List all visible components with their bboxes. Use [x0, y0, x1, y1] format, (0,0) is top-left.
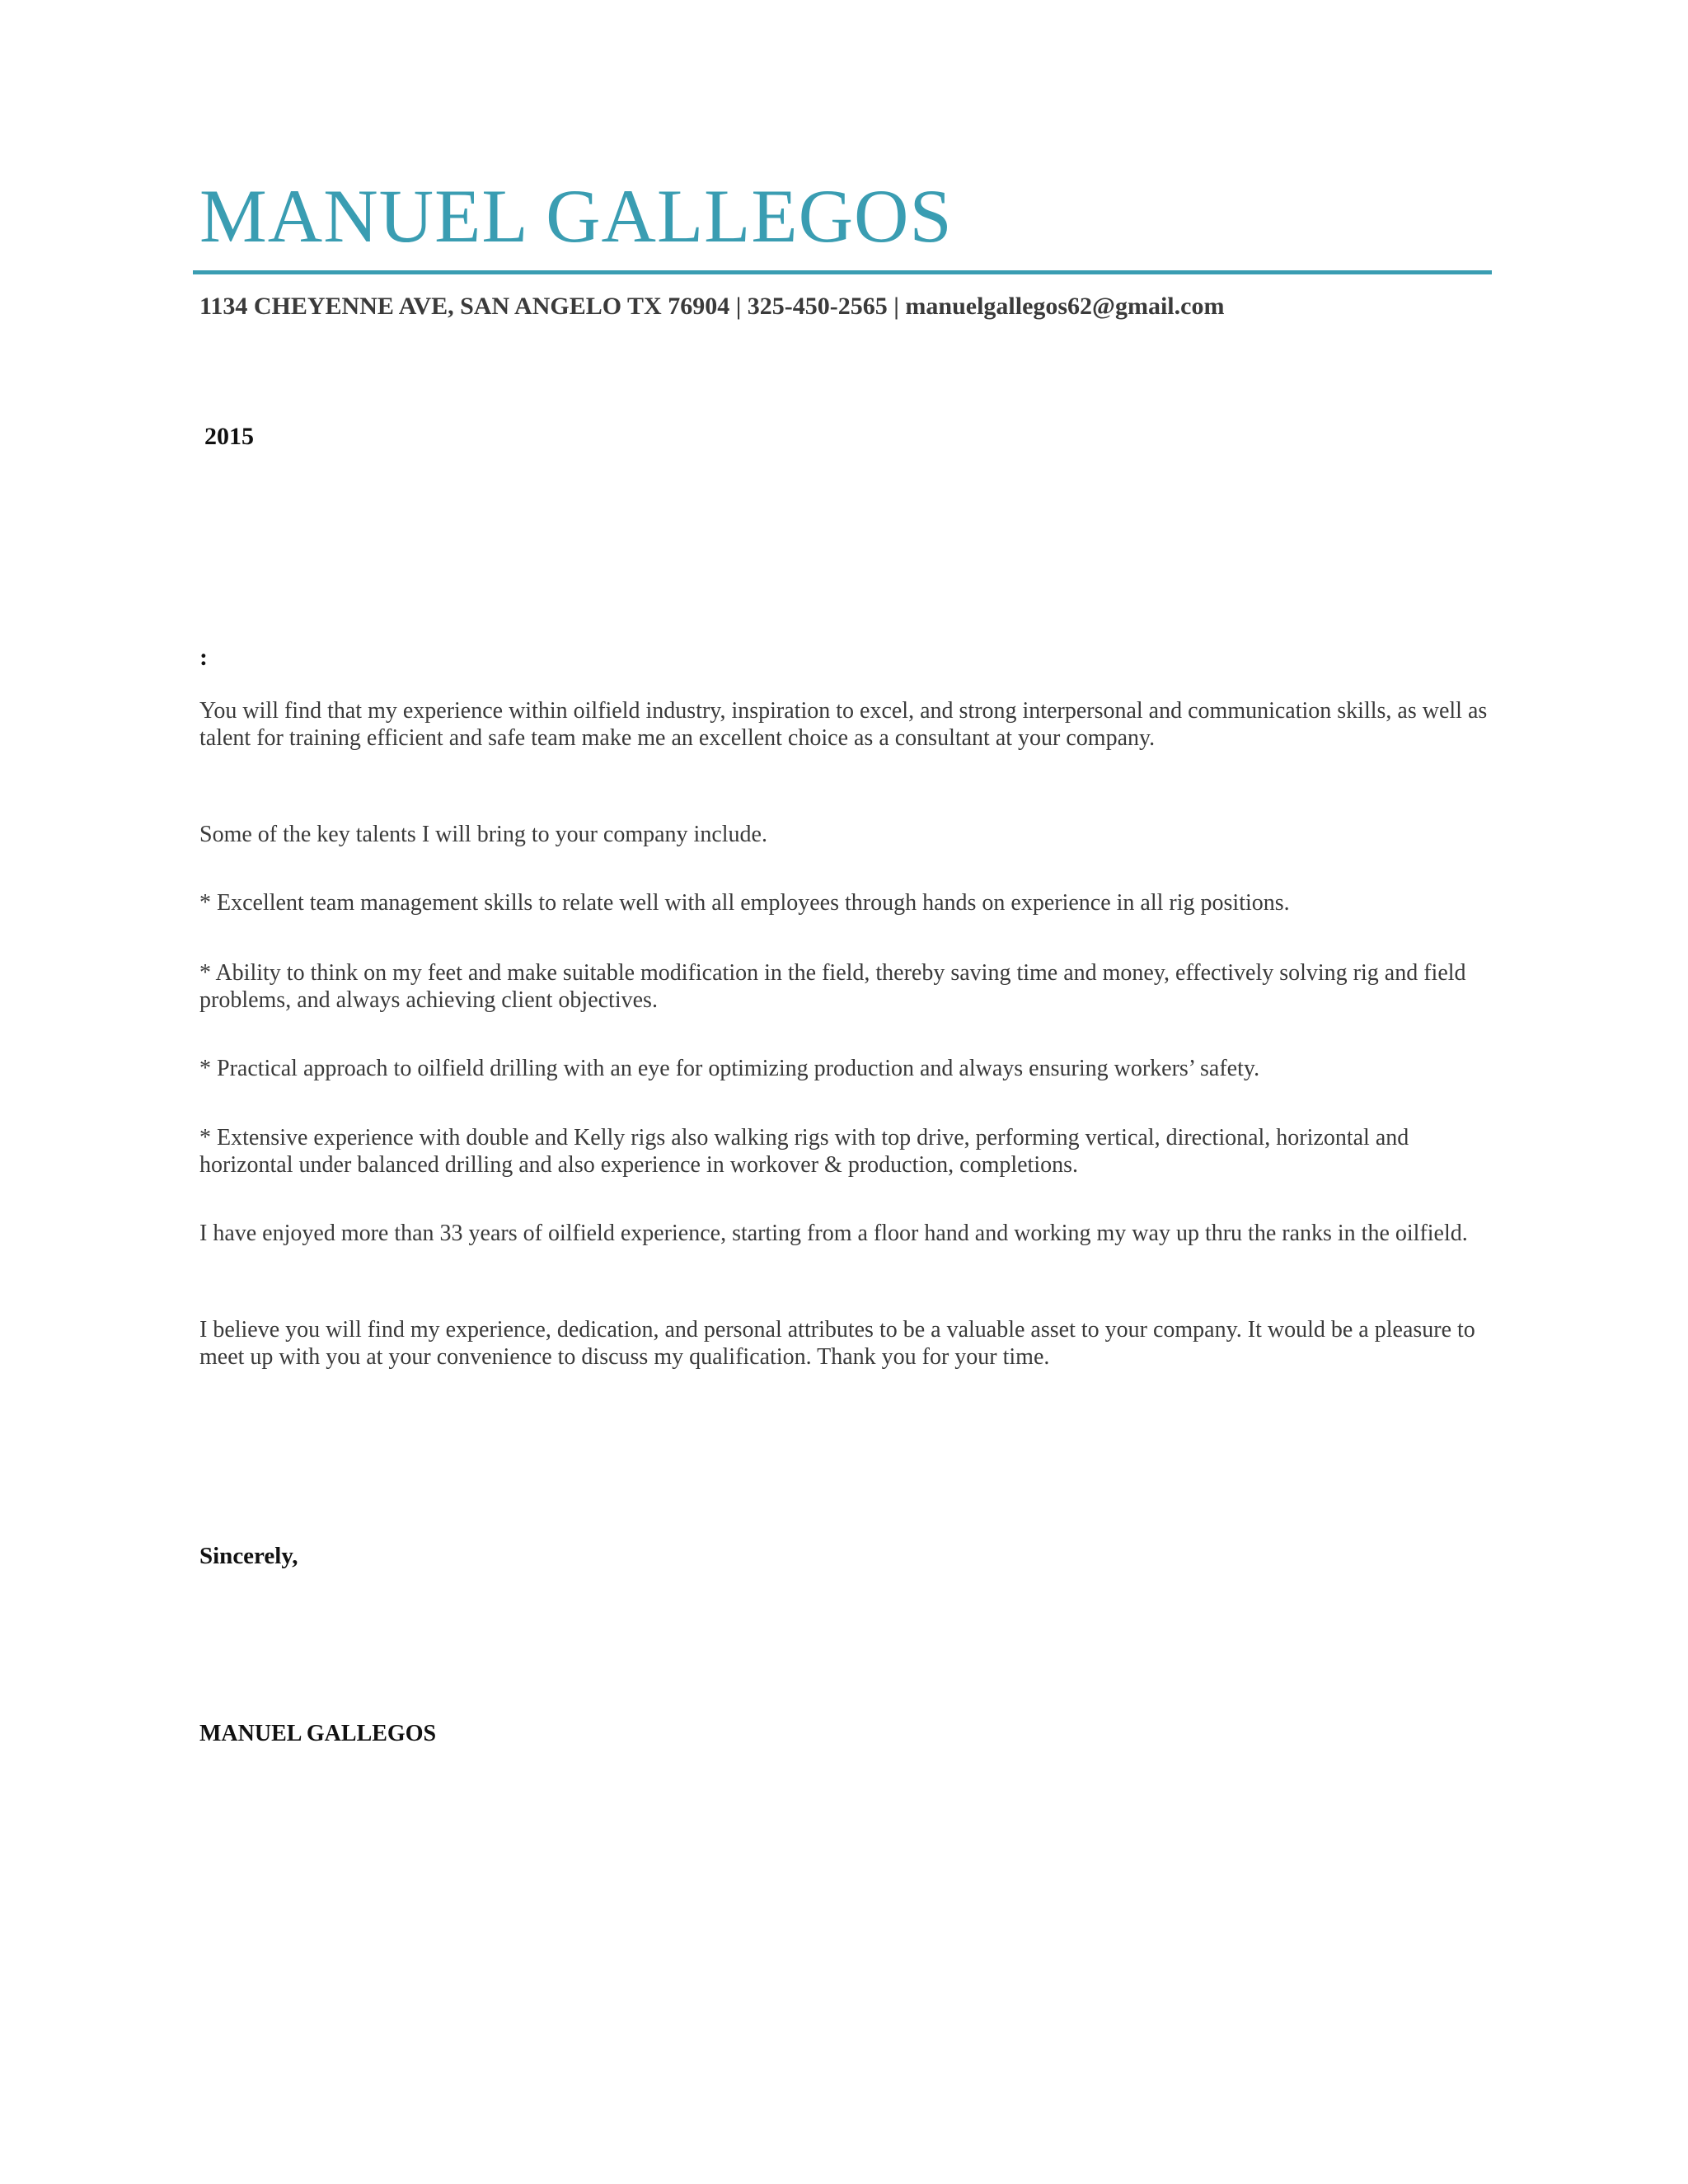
- closing-phrase: Sincerely,: [199, 1543, 298, 1569]
- contact-line: 1134 CHEYENNE AVE, SAN ANGELO TX 76904 | 325-450-2565 | manuelgallegos62@gmail.com: [199, 293, 1225, 320]
- body-paragraph-closing: I believe you will find my experience, dedication, and personal attributes to be a valuable asset to your company. It would be a pleasure to meet up with you at your convenience to discuss my qualification. Thank you for your time.: [199, 1317, 1475, 1370]
- body-paragraph-talents-intro: Some of the key talents I will bring to your company include.: [199, 822, 767, 847]
- body-paragraph-experience-years: I have enjoyed more than 33 years of oilfield experience, starting from a floor hand and working my way up thru the ranks in the oilfield.: [199, 1221, 1468, 1246]
- salutation: :: [199, 644, 208, 671]
- letter-date: 2015: [204, 423, 254, 450]
- bullet-team-management: * Excellent team management skills to relate well with all employees through hands on experience in all rig positions.: [199, 890, 1290, 916]
- bullet-rig-experience: * Extensive experience with double and Kelly rigs also walking rigs with top drive, performing vertical, directional, horizontal and horizontal under balanced drilling and also experience in workover & production, completions.: [199, 1125, 1409, 1178]
- bullet-problem-solving: * Ability to think on my feet and make suitable modification in the field, thereby saving time and money, effectively solving rig and field problems, and always achieving client objectives.: [199, 960, 1466, 1013]
- sender-name-heading: MANUEL GALLEGOS: [199, 174, 953, 258]
- signature-name: MANUEL GALLEGOS: [199, 1721, 437, 1746]
- bullet-safety: * Practical approach to oilfield drilling with an eye for optimizing production and always ensuring workers’ safety.: [199, 1056, 1260, 1081]
- body-paragraph-intro: You will find that my experience within oilfield industry, inspiration to excel, and strong interpersonal and communication skills, as well as talent for training efficient and safe team make me an excellent choice as a consultant at your company.: [199, 698, 1488, 751]
- header-divider: [193, 270, 1492, 274]
